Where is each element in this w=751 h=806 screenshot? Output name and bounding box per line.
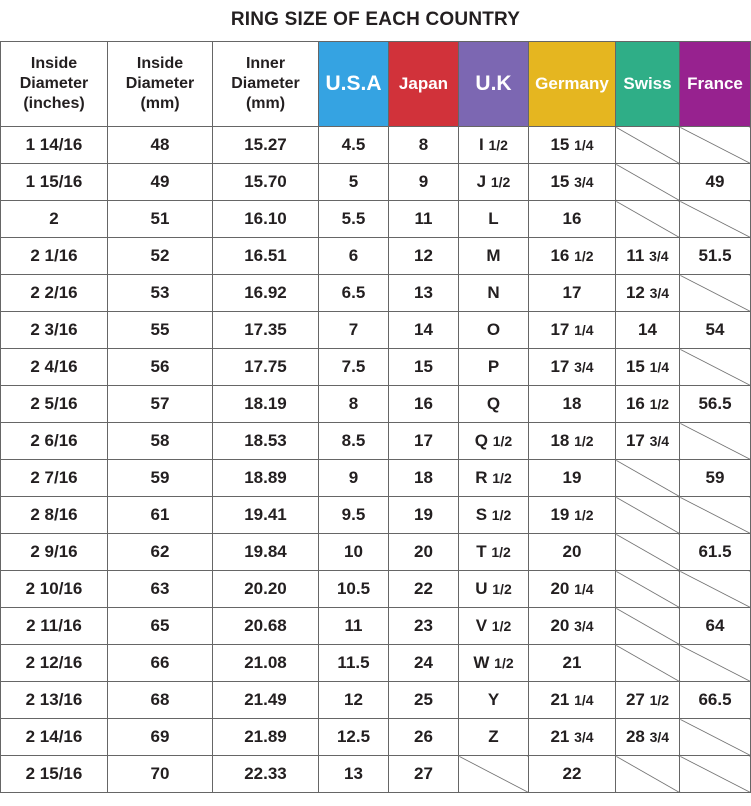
table-cell: 18.89 [213, 460, 319, 497]
table-cell: 13 [319, 756, 389, 793]
table-cell: 8 [389, 127, 459, 164]
table-cell: 5.5 [319, 201, 389, 238]
table-cell: 17 3/4 [616, 423, 680, 460]
table-row [1, 201, 751, 238]
table-cell: 22.33 [213, 756, 319, 793]
table-cell: V 1/2 [459, 608, 529, 645]
empty-cell [680, 719, 751, 756]
column-header-germany: Germany [529, 42, 616, 127]
table-cell: 12 [389, 238, 459, 275]
table-cell: 27 [389, 756, 459, 793]
table-cell: 19 [389, 497, 459, 534]
column-header-usa: U.S.A [319, 42, 389, 127]
fraction-text: 3/4 [574, 359, 594, 375]
table-cell: 20 1/4 [529, 571, 616, 608]
table-row [1, 386, 751, 423]
table-cell: 2 2/16 [1, 275, 108, 312]
table-cell: 12 3/4 [616, 275, 680, 312]
column-header-swiss: Swiss [616, 42, 680, 127]
fraction-text: 1/2 [492, 433, 513, 449]
table-cell: 15.27 [213, 127, 319, 164]
fraction-text: 1/2 [494, 655, 514, 671]
table-cell: 69 [108, 719, 213, 756]
table-cell: 1 14/16 [1, 127, 108, 164]
table-cell: 15.70 [213, 164, 319, 201]
fraction-text: 3/4 [574, 618, 594, 634]
table-cell: P [459, 349, 529, 386]
table-cell: 11 3/4 [616, 238, 680, 275]
table-cell: 21.49 [213, 682, 319, 719]
table-cell: 19.41 [213, 497, 319, 534]
table-cell: 11 [319, 608, 389, 645]
table-cell: 18 1/2 [529, 423, 616, 460]
table-cell: 62 [108, 534, 213, 571]
column-header-col0: Inside Diameter (inches) [1, 42, 108, 127]
table-cell: 7 [319, 312, 389, 349]
column-header-france: France [680, 42, 751, 127]
table-cell: Z [459, 719, 529, 756]
table-cell: 70 [108, 756, 213, 793]
fraction-text: 1/2 [574, 433, 594, 449]
table-cell: 19 [529, 460, 616, 497]
table-cell: 16 1/2 [616, 386, 680, 423]
table-cell: J 1/2 [459, 164, 529, 201]
table-cell: 15 1/4 [529, 127, 616, 164]
fraction-text: 1/2 [574, 507, 594, 523]
table-cell: 16 [389, 386, 459, 423]
table-cell: 52 [108, 238, 213, 275]
table-cell: Y [459, 682, 529, 719]
table-cell: 61.5 [680, 534, 751, 571]
table-cell: 18 [529, 386, 616, 423]
fraction-text: 1/4 [574, 581, 594, 597]
table-cell: 16.51 [213, 238, 319, 275]
table-cell: 20 [529, 534, 616, 571]
table-cell: 2 11/16 [1, 608, 108, 645]
table-cell: 57 [108, 386, 213, 423]
table-cell: 2 1/16 [1, 238, 108, 275]
table-cell: R 1/2 [459, 460, 529, 497]
table-cell: 26 [389, 719, 459, 756]
table-cell: 2 6/16 [1, 423, 108, 460]
table-cell: 16.10 [213, 201, 319, 238]
table-cell: M [459, 238, 529, 275]
table-cell: 16 1/2 [529, 238, 616, 275]
fraction-text: 3/4 [574, 729, 594, 745]
table-cell: 2 8/16 [1, 497, 108, 534]
fraction-text: 1/4 [574, 137, 594, 153]
table-cell: 19.84 [213, 534, 319, 571]
table-cell: 2 7/16 [1, 460, 108, 497]
table-cell: 10 [319, 534, 389, 571]
table-cell: 28 3/4 [616, 719, 680, 756]
fraction-text: 3/4 [649, 433, 670, 449]
table-cell: 2 10/16 [1, 571, 108, 608]
table-cell: 49 [680, 164, 751, 201]
table-cell: 17 [389, 423, 459, 460]
table-cell: W 1/2 [459, 645, 529, 682]
table-cell: 2 4/16 [1, 349, 108, 386]
table-cell: 63 [108, 571, 213, 608]
table-cell: 14 [616, 312, 680, 349]
table-cell: 21 [529, 645, 616, 682]
fraction-text: 1/4 [574, 322, 594, 338]
empty-cell [616, 608, 680, 645]
table-cell: 15 1/4 [616, 349, 680, 386]
table-cell: 20.20 [213, 571, 319, 608]
empty-cell [616, 645, 680, 682]
table-cell: 2 5/16 [1, 386, 108, 423]
column-header-col1: Inside Diameter (mm) [108, 42, 213, 127]
table-cell: 21 1/4 [529, 682, 616, 719]
table-cell: 21.89 [213, 719, 319, 756]
table-cell: 56 [108, 349, 213, 386]
empty-cell [680, 423, 751, 460]
fraction-text: 3/4 [649, 729, 670, 745]
table-row [1, 719, 751, 756]
empty-cell [680, 201, 751, 238]
empty-cell [680, 756, 751, 793]
table-cell: 2 14/16 [1, 719, 108, 756]
table-cell: 23 [389, 608, 459, 645]
table-cell: U 1/2 [459, 571, 529, 608]
table-cell: 2 9/16 [1, 534, 108, 571]
table-cell: 48 [108, 127, 213, 164]
fraction-text: 3/4 [649, 285, 670, 301]
table-cell: 11 [389, 201, 459, 238]
table-cell: 15 3/4 [529, 164, 616, 201]
table-cell: 21.08 [213, 645, 319, 682]
table-cell: 68 [108, 682, 213, 719]
table-cell: L [459, 201, 529, 238]
ring-size-table [0, 41, 751, 793]
fraction-text: 1/2 [488, 137, 508, 153]
table-cell: 64 [680, 608, 751, 645]
table-cell: 13 [389, 275, 459, 312]
table-cell: 7.5 [319, 349, 389, 386]
page-title: RING SIZE OF EACH COUNTRY [230, 9, 521, 30]
table-cell: 5 [319, 164, 389, 201]
table-cell: 20 3/4 [529, 608, 616, 645]
table-row [1, 275, 751, 312]
table-cell: 17 3/4 [529, 349, 616, 386]
table-cell: 61 [108, 497, 213, 534]
table-cell: 14 [389, 312, 459, 349]
table-cell: 54 [680, 312, 751, 349]
table-cell: 9.5 [319, 497, 389, 534]
column-header-uk: U.K [459, 42, 529, 127]
empty-cell [616, 201, 680, 238]
table-cell: 2 12/16 [1, 645, 108, 682]
table-cell: 16.92 [213, 275, 319, 312]
table-cell: 21 3/4 [529, 719, 616, 756]
empty-cell [616, 127, 680, 164]
table-cell: 59 [680, 460, 751, 497]
table-cell: 51 [108, 201, 213, 238]
table-cell: 22 [529, 756, 616, 793]
table-cell: 65 [108, 608, 213, 645]
table-cell: 18.53 [213, 423, 319, 460]
table-cell: 18 [389, 460, 459, 497]
table-cell: 4.5 [319, 127, 389, 164]
empty-cell [680, 571, 751, 608]
fraction-text: 1/4 [649, 359, 670, 375]
table-cell: 17.75 [213, 349, 319, 386]
table-cell: S 1/2 [459, 497, 529, 534]
table-cell: 27 1/2 [616, 682, 680, 719]
fraction-text: 1/2 [649, 692, 670, 708]
empty-cell [616, 756, 680, 793]
table-cell: 12 [319, 682, 389, 719]
table-cell: 8.5 [319, 423, 389, 460]
empty-cell [680, 127, 751, 164]
table-body [1, 127, 751, 793]
table-row [1, 571, 751, 608]
table-cell: 12.5 [319, 719, 389, 756]
table-cell: 53 [108, 275, 213, 312]
table-cell: 49 [108, 164, 213, 201]
table-row [1, 608, 751, 645]
table-cell: Q [459, 386, 529, 423]
table-row [1, 238, 751, 275]
fraction-text: 1/2 [491, 618, 512, 634]
table-cell: 10.5 [319, 571, 389, 608]
table-cell: 6 [319, 238, 389, 275]
table-row [1, 460, 751, 497]
table-row [1, 645, 751, 682]
table-row [1, 349, 751, 386]
table-row [1, 756, 751, 793]
table-cell: 9 [319, 460, 389, 497]
table-cell: 2 15/16 [1, 756, 108, 793]
table-row [1, 164, 751, 201]
table-row [1, 497, 751, 534]
table-cell: 66.5 [680, 682, 751, 719]
table-cell: 51.5 [680, 238, 751, 275]
table-cell: 16 [529, 201, 616, 238]
table-cell: 17 1/4 [529, 312, 616, 349]
table-cell: 55 [108, 312, 213, 349]
table-row [1, 682, 751, 719]
fraction-text: 1/2 [491, 507, 512, 523]
empty-cell [616, 460, 680, 497]
fraction-text: 1/2 [490, 174, 511, 190]
table-row [1, 534, 751, 571]
fraction-text: 1/2 [649, 396, 670, 412]
table-cell: 2 [1, 201, 108, 238]
table-cell: 19 1/2 [529, 497, 616, 534]
table-cell: 66 [108, 645, 213, 682]
table-cell: 58 [108, 423, 213, 460]
empty-cell [616, 164, 680, 201]
table-cell: Q 1/2 [459, 423, 529, 460]
table-cell: 6.5 [319, 275, 389, 312]
table-cell: 17 [529, 275, 616, 312]
empty-cell [680, 349, 751, 386]
empty-cell [680, 497, 751, 534]
empty-cell [459, 756, 529, 793]
table-row [1, 312, 751, 349]
column-header-col2: Inner Diameter (mm) [213, 42, 319, 127]
fraction-text: 1/2 [491, 544, 511, 560]
table-cell: 56.5 [680, 386, 751, 423]
table-row [1, 127, 751, 164]
fraction-text: 1/2 [492, 470, 512, 486]
table-cell: 18.19 [213, 386, 319, 423]
empty-cell [616, 534, 680, 571]
table-cell: 20 [389, 534, 459, 571]
fraction-text: 3/4 [649, 248, 669, 264]
table-cell: 59 [108, 460, 213, 497]
table-cell: 17.35 [213, 312, 319, 349]
empty-cell [616, 571, 680, 608]
header-row [1, 42, 751, 127]
table-cell: 25 [389, 682, 459, 719]
table-cell: 8 [319, 386, 389, 423]
fraction-text: 1/2 [492, 581, 512, 597]
table-cell: 20.68 [213, 608, 319, 645]
fraction-text: 1/4 [574, 692, 594, 708]
fraction-text: 1/2 [574, 248, 594, 264]
table-cell: 15 [389, 349, 459, 386]
table-cell: I 1/2 [459, 127, 529, 164]
table-cell: 11.5 [319, 645, 389, 682]
table-cell: 24 [389, 645, 459, 682]
fraction-text: 3/4 [574, 174, 594, 190]
table-cell: N [459, 275, 529, 312]
table-cell: 1 15/16 [1, 164, 108, 201]
table-cell: T 1/2 [459, 534, 529, 571]
table-cell: 2 3/16 [1, 312, 108, 349]
table-cell: 22 [389, 571, 459, 608]
table-cell: 9 [389, 164, 459, 201]
empty-cell [680, 645, 751, 682]
table-cell: 2 13/16 [1, 682, 108, 719]
table-cell: O [459, 312, 529, 349]
empty-cell [680, 275, 751, 312]
empty-cell [616, 497, 680, 534]
table-row [1, 423, 751, 460]
column-header-japan: Japan [389, 42, 459, 127]
